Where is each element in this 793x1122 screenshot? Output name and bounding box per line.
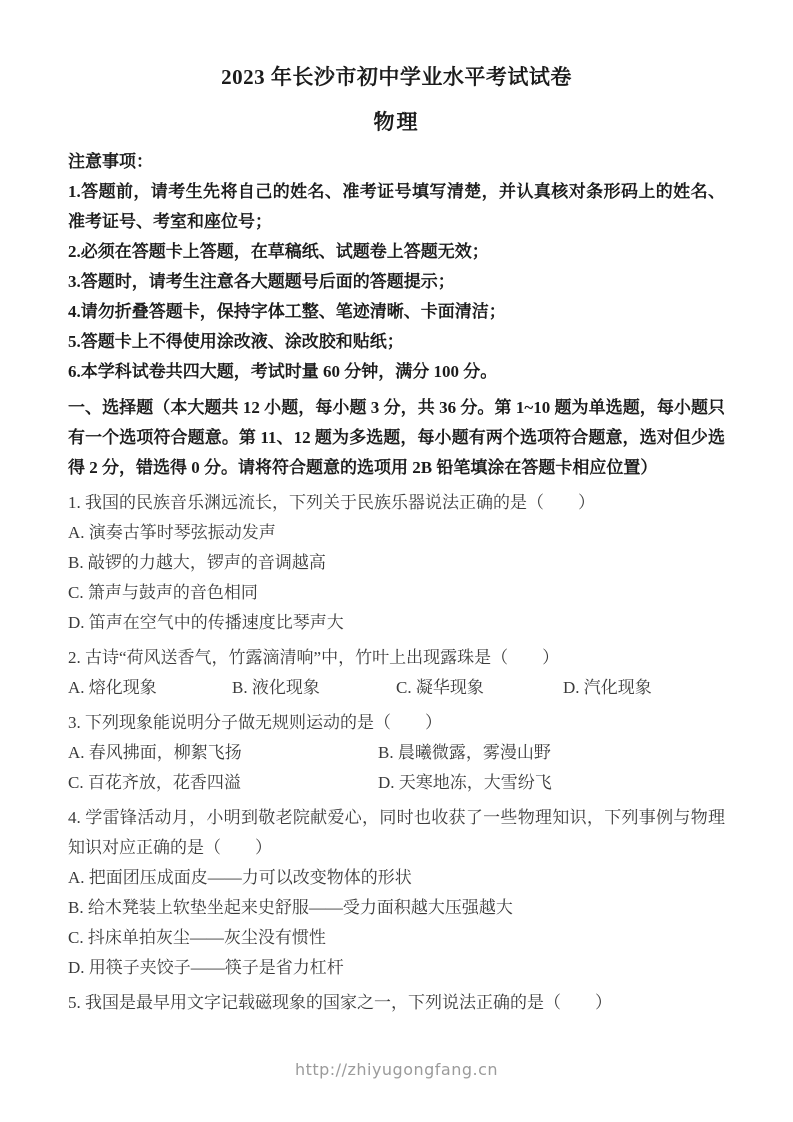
option-b: B. 晨曦微露，雾漫山野 (378, 743, 551, 762)
notice-item: 1.答题前，请考生先将自己的姓名、准考证号填写清楚，并认真核对条形码上的姓名、准考证号、考室和座位号； (68, 182, 725, 231)
exam-paper-content (68, 62, 725, 1018)
notice-item: 5.答题卡上不得使用涂改液、涂改胶和贴纸； (68, 332, 404, 351)
question-5 (68, 988, 725, 1018)
option-d: D. 笛声在空气中的传播速度比琴声大 (68, 613, 344, 632)
question-3 (68, 708, 725, 798)
option-b: B. 液化现象 (232, 678, 320, 697)
notice-heading: 注意事项： (68, 152, 153, 171)
option-d: D. 天寒地冻，大雪纷飞 (378, 773, 552, 792)
option-a: A. 春风拂面，柳絮飞扬 (68, 743, 242, 762)
option-d: D. 汽化现象 (563, 678, 652, 697)
section-heading-multiple-choice: 一、选择题（本大题共 12 小题，每小题 3 分，共 36 分。第 1~10 题为单选题，每小题只有一个选项符合题意。第 11、12 题为多选题，每小题有两个选项符合题意，选对但少选得 2 分，错选得 0 分。请将符合题意的选项用 2B 铅笔填涂在答题卡相应位置） (68, 398, 725, 477)
subject-title: 物理 (373, 110, 420, 134)
page-title: 2023 年长沙市初中学业水平考试试卷 (221, 65, 572, 89)
option-a: A. 熔化现象 (68, 678, 157, 697)
question-4 (68, 803, 725, 983)
question-1 (68, 488, 725, 638)
option-a: A. 把面团压成面皮——力可以改变物体的形状 (68, 868, 412, 887)
option-row (68, 738, 725, 798)
question-stem: 2. 古诗“荷风送香气，竹露滴清响”中，竹叶上出现露珠是（ ） (68, 648, 560, 667)
watermark-url: http://zhiyugongfang.cn (294, 1060, 499, 1079)
question-stem: 1. 我国的民族音乐渊远流长，下列关于民族乐器说法正确的是（ ） (68, 493, 595, 512)
notice-item: 6.本学科试卷共四大题，考试时量 60 分钟，满分 100 分。 (68, 362, 498, 381)
option-c: C. 凝华现象 (396, 678, 484, 697)
question-stem: 3. 下列现象能说明分子做无规则运动的是（ ） (68, 713, 442, 732)
question-stem: 4. 学雷锋活动月，小明到敬老院献爱心，同时也收获了一些物理知识，下列事例与物理知识对应正确的是（ ） (68, 808, 725, 857)
question-stem: 5. 我国是最早用文字记载磁现象的国家之一，下列说法正确的是（ ） (68, 993, 612, 1012)
option-b: B. 给木凳装上软垫坐起来史舒服——受力面积越大压强越大 (68, 898, 513, 917)
option-b: B. 敲锣的力越大，锣声的音调越高 (68, 553, 326, 572)
notice-item: 4.请勿折叠答题卡，保持字体工整、笔迹清晰、卡面清洁； (68, 302, 506, 321)
option-a: A. 演奏古筝时琴弦振动发声 (68, 523, 276, 542)
option-row (68, 673, 725, 703)
option-c: C. 抖床单拍灰尘——灰尘没有惯性 (68, 928, 326, 947)
notice-item: 3.答题时，请考生注意各大题题号后面的答题提示； (68, 272, 455, 291)
option-d: D. 用筷子夹饺子——筷子是省力杠杆 (68, 958, 344, 977)
notice-item: 2.必须在答题卡上答题，在草稿纸、试题卷上答题无效； (68, 242, 489, 261)
option-c: C. 箫声与鼓声的音色相同 (68, 583, 258, 602)
question-2 (68, 643, 725, 703)
option-c: C. 百花齐放，花香四溢 (68, 773, 241, 792)
